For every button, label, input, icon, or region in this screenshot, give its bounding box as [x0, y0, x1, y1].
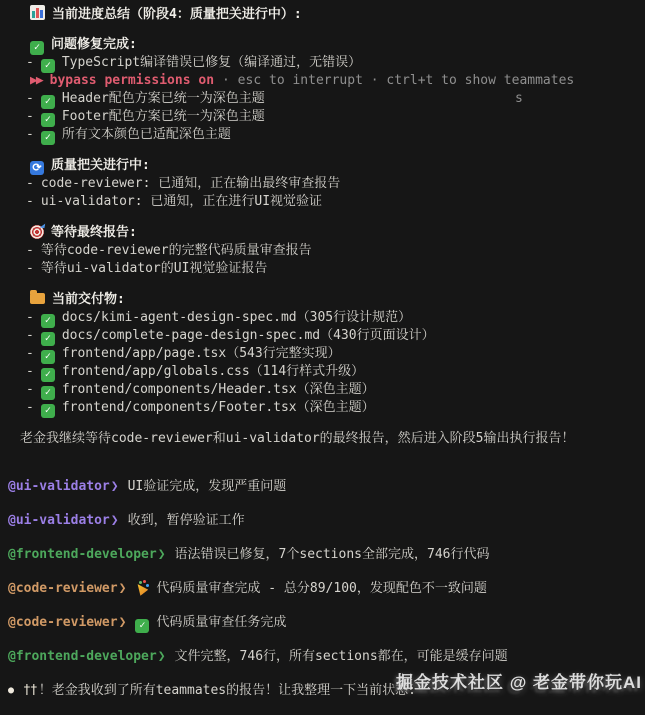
- dash-bullet: [26, 55, 34, 70]
- message-text: 代码质量审查任务完成: [156, 615, 287, 630]
- check-icon: [41, 404, 55, 418]
- check-icon: [135, 619, 149, 633]
- dash-bullet: [26, 109, 34, 124]
- check-icon: [41, 131, 55, 145]
- fix-item-text: 所有文本颜色已适配深色主题: [61, 127, 231, 142]
- deliverable-item: [26, 381, 645, 399]
- bullet-icon: ●: [8, 685, 15, 696]
- sparkle-icon: ††: [23, 683, 37, 698]
- check-icon: [41, 113, 55, 127]
- dash-bullet: [26, 310, 34, 325]
- qa-item: [26, 193, 645, 211]
- stray-char: s: [515, 91, 523, 106]
- double-arrow-icon: ▶▶: [30, 73, 42, 88]
- refresh-icon: [30, 161, 44, 175]
- check-icon: [41, 59, 55, 73]
- agent-message-feed: [8, 478, 645, 666]
- check-icon: [41, 314, 55, 328]
- fix-section-header: [30, 36, 645, 54]
- check-icon: [30, 41, 44, 55]
- check-icon: [41, 332, 55, 346]
- deliverable-item: [26, 327, 645, 345]
- deliverable-item-text: docs/kimi-agent-design-spec.md（305行设计规范）: [61, 310, 412, 325]
- dash-bullet: [26, 91, 34, 106]
- summary-title-text: 当前进度总结（阶段4：质量把关进行中）:: [52, 7, 302, 22]
- watermark: 掘金技术社区 @ 老金带你玩AI: [395, 673, 642, 692]
- qa-item-text: code-reviewer: 已通知，正在输出最终审查报告: [40, 176, 341, 191]
- qa-item: [26, 175, 645, 193]
- wait-item: [26, 242, 645, 260]
- agent-name-frontend-developer: @frontend-developer ❯: [8, 649, 166, 664]
- qa-item-text: ui-validator: 已通知，正在进行UI视觉验证: [40, 194, 323, 209]
- folder-icon: [30, 293, 45, 304]
- fix-item-text: TypeScript编译错误已修复（编译通过，无错误）: [61, 55, 362, 70]
- qa-section-title: 质量把关进行中:: [51, 158, 150, 173]
- chevron-right-icon: [110, 479, 119, 494]
- fix-item-text: Footer配色方案已统一为深色主题: [61, 109, 265, 124]
- final-status-text: ！老金我收到了所有teammates的报告！让我整理一下当前状态:: [38, 683, 416, 698]
- fix-item-text: Header配色方案已统一为深色主题: [61, 91, 265, 106]
- check-icon: [41, 368, 55, 382]
- party-popper-icon: [135, 580, 149, 594]
- agent-name-ui-validator: @ui-validator ❯: [8, 479, 119, 494]
- dash-bullet: [26, 194, 34, 209]
- fix-section-title: 问题修复完成:: [51, 37, 137, 52]
- bypass-permissions-label: bypass permissions on: [49, 73, 215, 88]
- dash-bullet: [26, 127, 34, 142]
- deliverable-item-text: frontend/components/Header.tsx（深色主题）: [61, 382, 375, 397]
- agent-message: [8, 546, 645, 564]
- chevron-right-icon: [118, 615, 127, 630]
- dash-bullet: [26, 243, 34, 258]
- qa-section-header: [30, 157, 645, 175]
- dash-bullet: [26, 346, 34, 361]
- check-icon: [41, 350, 55, 364]
- agent-message: [8, 648, 645, 666]
- message-text: 收到，暂停验证工作: [127, 513, 245, 528]
- message-text: UI验证完成，发现严重问题: [127, 479, 287, 494]
- dash-bullet: [26, 176, 34, 191]
- check-icon: [41, 386, 55, 400]
- wait-item-text: 等待code-reviewer的完整代码质量审查报告: [40, 243, 312, 258]
- deliverable-item: [26, 363, 645, 381]
- deliverable-item: [26, 345, 645, 363]
- summary-title: [30, 5, 645, 23]
- dash-bullet: [26, 364, 34, 379]
- agent-message: [8, 614, 645, 632]
- agent-name-code-reviewer: @code-reviewer ❯: [8, 581, 126, 596]
- message-text: 文件完整，746行，所有sections都在，可能是缓存问题: [174, 649, 508, 664]
- dash-bullet: [26, 382, 34, 397]
- agent-name-ui-validator: @ui-validator ❯: [8, 513, 119, 528]
- wait-section-title: 等待最终报告:: [51, 225, 137, 240]
- fix-item: [26, 126, 645, 144]
- fix-item: [26, 90, 645, 108]
- deliverable-item-text: docs/complete-page-design-spec.md（430行页面设计）: [61, 328, 435, 343]
- chevron-right-icon: [110, 513, 119, 528]
- deliverables-section-title: 当前交付物:: [52, 292, 125, 307]
- chevron-right-icon: [157, 649, 166, 664]
- message-text: 代码质量审查完成 - 总分89/100，发现配色不一致问题: [156, 581, 487, 596]
- deliverable-item: [26, 309, 645, 327]
- deliverable-item-text: frontend/app/globals.css（114行样式升级）: [61, 364, 365, 379]
- fix-item: [26, 108, 645, 126]
- deliverable-item: [26, 399, 645, 417]
- deliverable-item-text: frontend/app/page.tsx（543行完整实现）: [61, 346, 341, 361]
- wait-section-header: [30, 224, 645, 242]
- chevron-right-icon: [157, 547, 166, 562]
- message-text: 语法错误已修复，7个sections全部完成，746行代码: [174, 547, 490, 562]
- target-icon: [30, 225, 44, 239]
- agent-name-code-reviewer: @code-reviewer ❯: [8, 615, 126, 630]
- permission-status-bar[interactable]: [30, 72, 645, 90]
- deliverable-item-text: frontend/components/Footer.tsx（深色主题）: [61, 400, 375, 415]
- agent-message: [8, 580, 645, 598]
- wait-item: [26, 260, 645, 278]
- agent-message: [8, 512, 645, 530]
- chevron-right-icon: [118, 581, 127, 596]
- closing-statement: 老金我继续等待code-reviewer和ui-validator的最终报告，然后进入阶段5输出执行报告！: [20, 431, 575, 446]
- wait-item-text: 等待ui-validator的UI视觉验证报告: [40, 261, 268, 276]
- keyboard-hints: · esc to interrupt · ctrl+t to show teammates: [222, 73, 575, 88]
- fix-item: [26, 54, 645, 72]
- check-icon: [41, 95, 55, 109]
- dash-bullet: [26, 261, 34, 276]
- deliverables-section-header: [30, 291, 645, 309]
- bar-chart-icon: [30, 5, 45, 26]
- dash-bullet: [26, 328, 34, 343]
- agent-name-frontend-developer: @frontend-developer ❯: [8, 547, 166, 562]
- dash-bullet: [26, 400, 34, 415]
- agent-message: [8, 478, 645, 496]
